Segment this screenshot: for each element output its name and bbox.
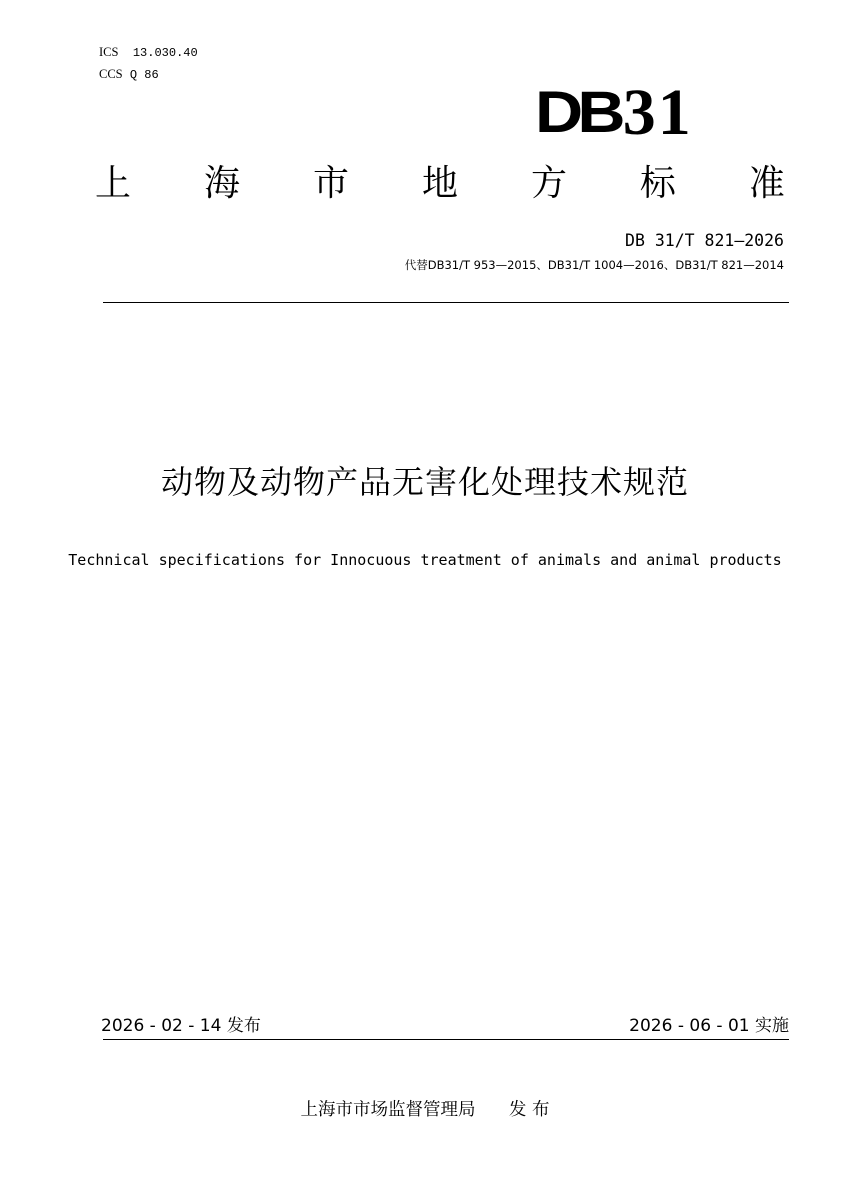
db-logo-letters: DB bbox=[535, 80, 620, 145]
dates-row bbox=[101, 1015, 789, 1037]
standard-type-char: 标 bbox=[639, 163, 676, 204]
standard-type-char: 上 bbox=[95, 163, 132, 204]
issuer-action: 发 布 bbox=[508, 1100, 550, 1120]
db-logo-number: 31 bbox=[622, 76, 693, 149]
classification-block bbox=[99, 42, 198, 86]
ccs-label: CCS bbox=[99, 67, 123, 81]
issuer-name: 上海市市场监督管理局 bbox=[300, 1100, 476, 1120]
footer-divider bbox=[103, 1039, 789, 1040]
issuer-line bbox=[0, 1097, 850, 1123]
db31-logo bbox=[535, 72, 693, 149]
ccs-value: Q 86 bbox=[129, 68, 159, 82]
issue-date: 2026 - 02 - 14 发布 bbox=[101, 1016, 261, 1036]
standard-type-char: 准 bbox=[748, 163, 785, 204]
ccs-row bbox=[99, 64, 198, 86]
ics-row bbox=[99, 42, 198, 64]
ics-label: ICS bbox=[99, 45, 119, 59]
header-divider bbox=[103, 302, 789, 303]
standard-type-char: 海 bbox=[203, 163, 240, 204]
document-title-english: Technical specifications for Innocuous treatment of animals and animal products bbox=[68, 551, 782, 569]
replaces-standards: 代替DB31/T 953—2015、DB31/T 1004—2016、DB31/T 821—2014 bbox=[404, 258, 784, 272]
document-title-chinese: 动物及动物产品无害化处理技术规范 bbox=[160, 463, 689, 501]
standard-type-char: 地 bbox=[421, 163, 458, 204]
standard-number: DB 31/T 821—2026 bbox=[625, 231, 784, 250]
implementation-date: 2026 - 06 - 01 实施 bbox=[629, 1016, 789, 1036]
standard-type-char: 方 bbox=[530, 163, 567, 204]
ics-value: 13.030.40 bbox=[132, 46, 198, 60]
standard-type-char: 市 bbox=[312, 163, 349, 204]
standard-type-heading bbox=[95, 160, 785, 208]
